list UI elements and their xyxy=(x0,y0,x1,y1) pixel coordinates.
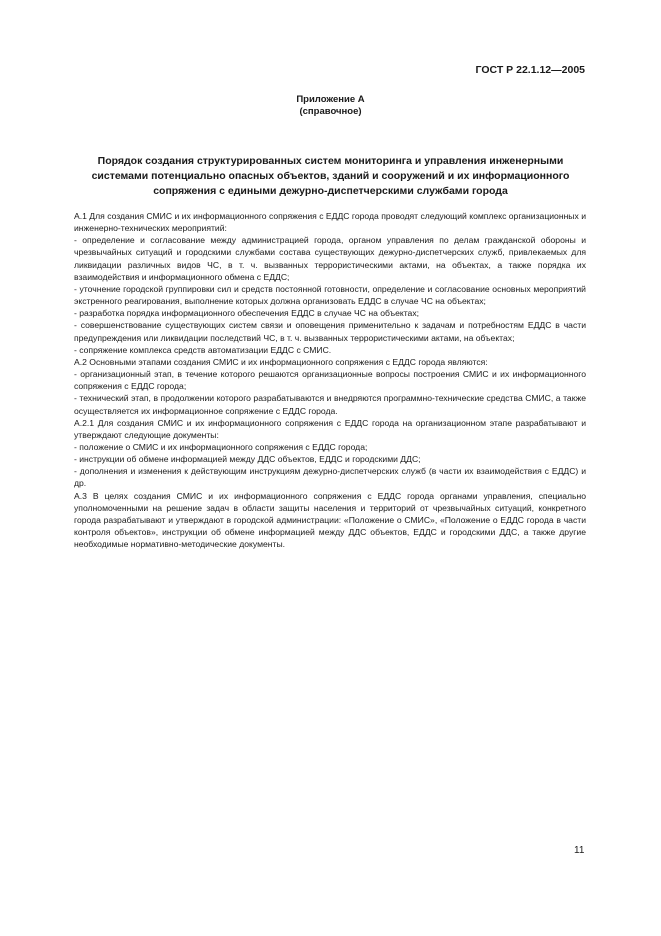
list-item: - сопряжение комплекса средств автоматизации ЕДДС с СМИС. xyxy=(74,344,332,355)
title-line: сопряжения с едиными дежурно-диспетчерскими службами города xyxy=(153,185,508,197)
body-text xyxy=(74,210,586,550)
paragraph: А.2.1 Для создания СМИС и их информационного сопряжения с ЕДДС города на организационном этапе разрабатывают и утверждают следующие документы: xyxy=(74,417,586,440)
annex-heading xyxy=(0,94,661,118)
list-item: - организационный этап, в течение которого решаются организационные вопросы построения СМИС и их информационного сопряжения с ЕДДС города; xyxy=(74,369,586,392)
standard-code: ГОСТ Р 22.1.12—2005 xyxy=(475,64,585,76)
list-item: - технический этап, в продолжении которого разрабатываются и внедряются программно-технические средства СМИС, а также осуществляется их информационное сопряжение с ЕДДС города. xyxy=(74,393,586,416)
list-item: - определение и согласование между администрацией города, органом управления по делам гражданской обороны и чрезвычайных ситуаций и городскими службами состава существующих дежурно-диспетчерских служб, привлекаемых для ликвидации различных видов ЧС, в т. ч. вызванных террористическими актами, на объектах, а также порядка их взаимодействия и информационного обмена с ЕДДС; xyxy=(74,235,586,282)
annex-title xyxy=(60,154,601,199)
title-line: системами потенциально опасных объектов, зданий и сооружений и их информационного xyxy=(91,170,570,182)
list-item: - разработка порядка информационного обеспечения ЕДДС в случае ЧС на объектах; xyxy=(74,308,420,319)
list-item: - уточнение городской группировки сил и средств постоянной готовности, определение и согласование основных мероприятий экстренного реагирования, выполнение которых должна организовать ЕДДС в случае ЧС на объектах; xyxy=(74,283,586,307)
page-number: 11 xyxy=(574,845,585,856)
annex-type: (справочное) xyxy=(299,106,362,117)
paragraph: А.3 В целях создания СМИС и их информационного сопряжения с ЕДДС города органами управления, специально уполномоченными на решение задач в области защиты населения и территорий от чрезвычайных ситуаций, конкретного города разрабатывают и утверждают в городской администрации: «Положение о СМИС», «Положение о ЕДДС города в части контроля объектов», инструкции об обмене информацией между ДДС объектов, ЕДДС и городскими ДДС, а также другие необходимые нормативно-методические документы. xyxy=(74,490,586,550)
paragraph: А.1 Для создания СМИС и их информационного сопряжения с ЕДДС города проводят следующий комплекс организационных и инженерно-технических мероприятий: xyxy=(74,211,586,234)
list-item: - инструкции об обмене информацией между ДДС объектов, ЕДДС и городскими ДДС; xyxy=(74,454,421,465)
list-item: - совершенствование существующих систем связи и оповещения применительно к задачам и потребностям ЕДДС в части предупреждения или ликвидации последствий ЧС, в т. ч. вызванных террористическими актами, на объектах; xyxy=(74,320,586,343)
list-item: - положение о СМИС и их информационного сопряжения с ЕДДС города; xyxy=(74,441,368,452)
paragraph: А.2 Основными этапами создания СМИС и их информационного сопряжения с ЕДДС города являются: xyxy=(74,356,488,367)
annex-label: Приложение А xyxy=(296,94,365,105)
list-item: - дополнения и изменения к действующим инструкциям дежурно-диспетчерских служб (в части их взаимодействия с ЕДДС) и др. xyxy=(74,466,586,489)
title-line: Порядок создания структурированных систем мониторинга и управления инженерными xyxy=(97,155,564,167)
